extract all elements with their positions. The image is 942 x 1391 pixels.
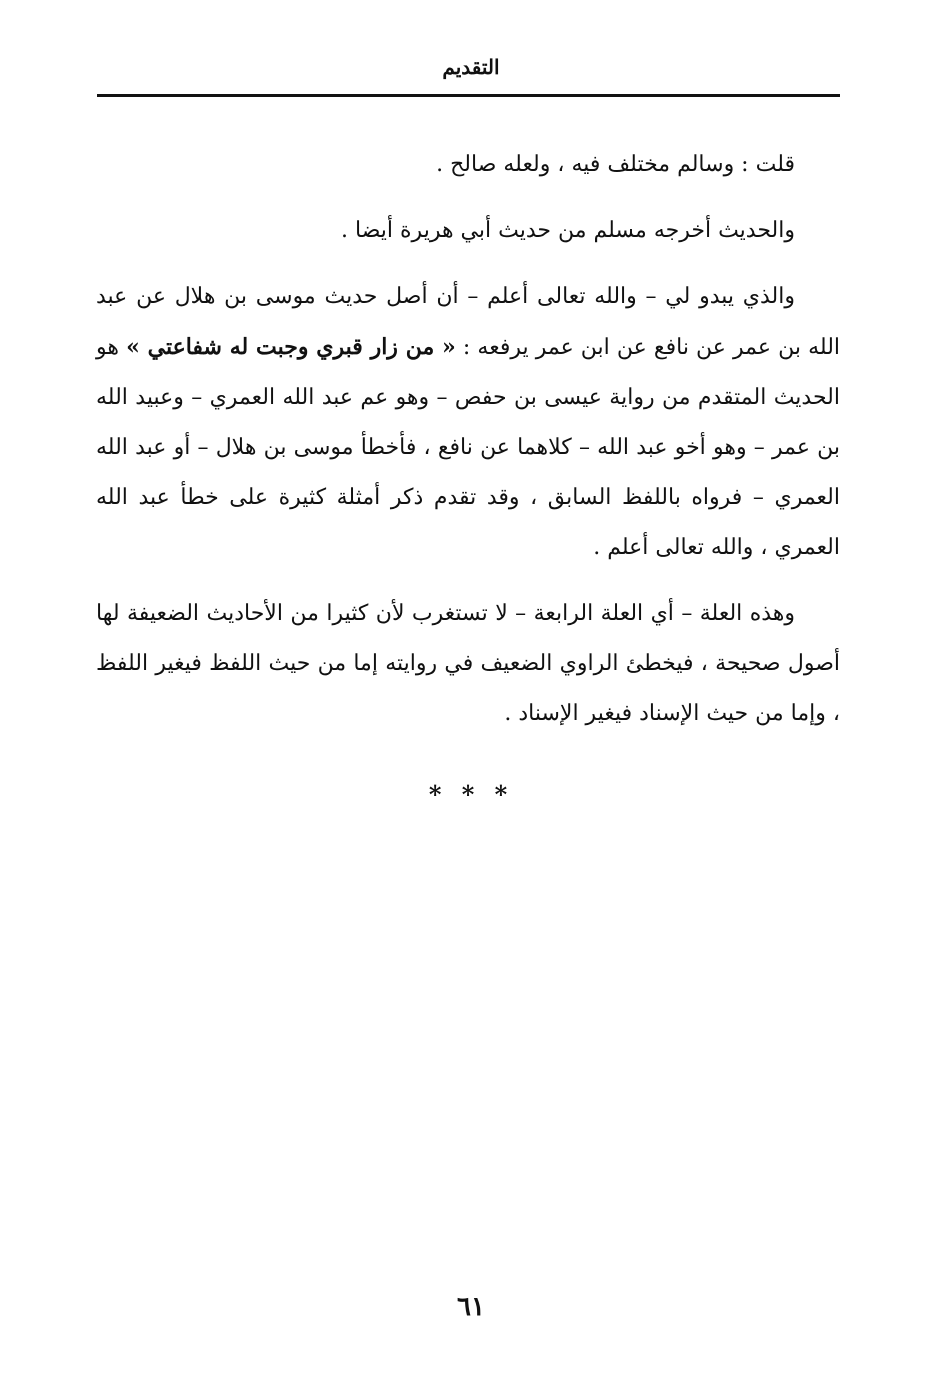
body-text (96, 140, 840, 739)
paragraph-1: قلت : وسالم مختلف فيه ، ولعله صالح . (436, 152, 795, 177)
page-number: ٦١ (457, 1292, 485, 1322)
paragraph-3-rest: هو الحديث المتقدم من رواية عيسى بن حفص – وهو عم عبد الله العمري – وعبيد الله بن عمر – وهو أخو عبد الله – كلاهما عن نافع ، فأخطأ موسى بن هلال – أو عبد الله العمري – فرواه باللفظ السابق ، وقد تقدم ذكر أمثلة كثيرة على خطأ عبد الله العمري ، والله تعالى أعلم . (96, 335, 840, 560)
paragraph-2: والحديث أخرجه مسلم من حديث أبي هريرة أيضا . (341, 218, 795, 243)
paragraph-3-intro: والذي يبدو لي – والله تعالى أعلم – أن أصل حديث موسى بن هلال عن عبد الله بن عمر عن نافع عن ابن عمر يرفعه : (96, 284, 841, 360)
header-rule (97, 94, 840, 97)
paragraph-4: وهذه العلة – أي العلة الرابعة – لا تستغرب لأن كثيرا من الأحاديث الضعيفة لها أصول صحيحة ، فيخطئ الراوي الضعيف في روايته إما من حيث اللفظ فيغير اللفظ ، وإما من حيث الإسناد فيغير الإسناد . (96, 601, 840, 726)
section-separator: * * * (428, 780, 514, 809)
running-head-title: التقديم (442, 55, 500, 79)
paragraph-3 (96, 272, 840, 573)
hadith-quote: « من زار قبري وجبت له شفاعتي » (126, 334, 456, 360)
